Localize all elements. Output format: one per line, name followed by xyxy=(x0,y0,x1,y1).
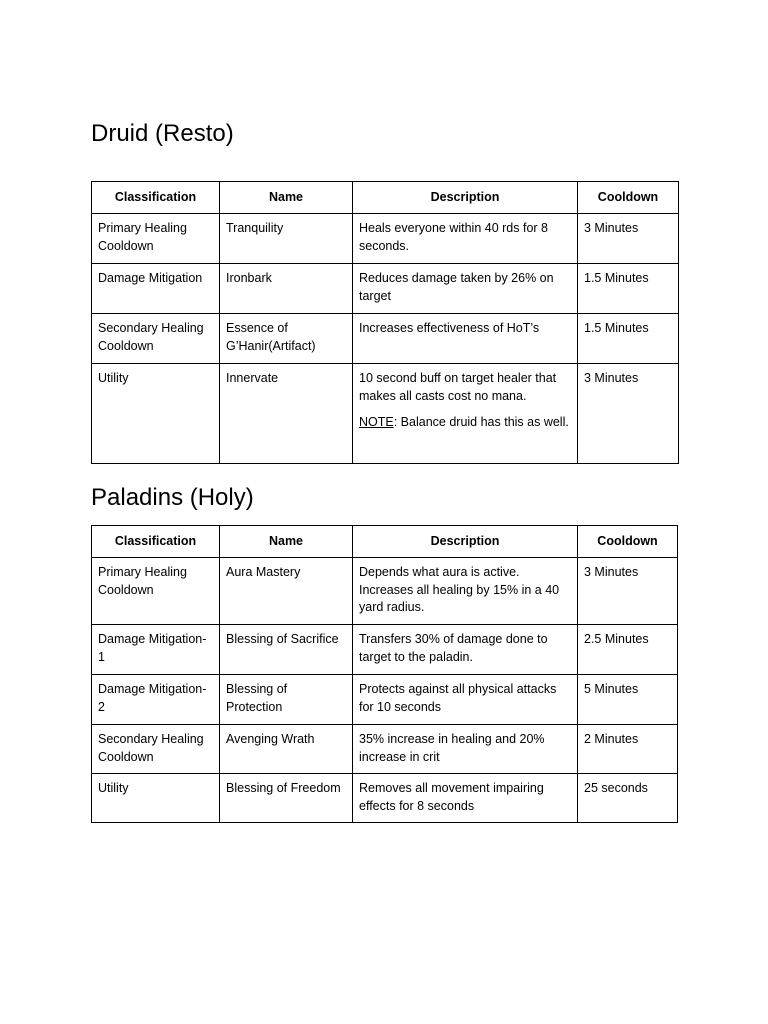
header-description: Description xyxy=(353,526,578,558)
table-row xyxy=(92,774,678,823)
cell-name: Blessing of Protection xyxy=(220,675,353,725)
table-row xyxy=(92,558,678,625)
header-name: Name xyxy=(220,182,353,214)
paladin-cooldown-table xyxy=(91,525,678,823)
table-row xyxy=(92,214,679,264)
cell-name: Innervate xyxy=(220,364,353,464)
cell-description: Removes all movement impairing effects for 8 seconds xyxy=(353,774,578,823)
note-line xyxy=(359,414,571,432)
cell-name: Blessing of Freedom xyxy=(220,774,353,823)
cell-name: Avenging Wrath xyxy=(220,725,353,774)
cell-name: Essence of G’Hanir(Artifact) xyxy=(220,314,353,364)
table-row xyxy=(92,364,679,464)
header-cooldown: Cooldown xyxy=(578,526,678,558)
cell-classification: Secondary Healing Cooldown xyxy=(92,725,220,774)
cell-cooldown: 25 seconds xyxy=(578,774,678,823)
table-row xyxy=(92,675,678,725)
header-classification: Classification xyxy=(92,182,220,214)
header-classification: Classification xyxy=(92,526,220,558)
cell-cooldown: 5 Minutes xyxy=(578,675,678,725)
cell-cooldown: 3 Minutes xyxy=(578,558,678,625)
cell-cooldown: 1.5 Minutes xyxy=(578,264,679,314)
cell-classification: Utility xyxy=(92,774,220,823)
header-name: Name xyxy=(220,526,353,558)
note-label: NOTE xyxy=(359,415,394,429)
cell-name: Ironbark xyxy=(220,264,353,314)
cell-name: Blessing of Sacrifice xyxy=(220,625,353,675)
cell-cooldown: 2 Minutes xyxy=(578,725,678,774)
cell-cooldown: 2.5 Minutes xyxy=(578,625,678,675)
cell-classification: Damage Mitigation-1 xyxy=(92,625,220,675)
cell-description: Heals everyone within 40 rds for 8 seconds. xyxy=(353,214,578,264)
cell-classification: Damage Mitigation-2 xyxy=(92,675,220,725)
cell-classification: Primary Healing Cooldown xyxy=(92,558,220,625)
cell-cooldown: 1.5 Minutes xyxy=(578,314,679,364)
cell-classification: Secondary Healing Cooldown xyxy=(92,314,220,364)
cell-description: Increases effectiveness of HoT’s xyxy=(353,314,578,364)
description-text: 10 second buff on target healer that makes all casts cost no mana. xyxy=(359,371,557,403)
cell-classification: Primary Healing Cooldown xyxy=(92,214,220,264)
table-row xyxy=(92,725,678,774)
table-header-row xyxy=(92,526,678,558)
cell-cooldown: 3 Minutes xyxy=(578,214,679,264)
cell-description: Reduces damage taken by 26% on target xyxy=(353,264,578,314)
section-title-paladin: Paladins (Holy) xyxy=(91,484,254,511)
table-row xyxy=(92,625,678,675)
note-text: : Balance druid has this as well. xyxy=(393,415,569,429)
cell-name: Tranquility xyxy=(220,214,353,264)
cell-classification: Damage Mitigation xyxy=(92,264,220,314)
cell-description: 35% increase in healing and 20% increase in crit xyxy=(353,725,578,774)
cell-classification: Utility xyxy=(92,364,220,464)
cell-cooldown: 3 Minutes xyxy=(578,364,679,464)
cell-description xyxy=(353,364,578,464)
druid-cooldown-table xyxy=(91,181,679,464)
cell-description: Depends what aura is active. Increases all healing by 15% in a 40 yard radius. xyxy=(353,558,578,625)
section-title-druid: Druid (Resto) xyxy=(91,120,234,147)
header-description: Description xyxy=(353,182,578,214)
cell-description: Protects against all physical attacks for 10 seconds xyxy=(353,675,578,725)
header-cooldown: Cooldown xyxy=(578,182,679,214)
cell-name: Aura Mastery xyxy=(220,558,353,625)
table-header-row xyxy=(92,182,679,214)
table-row xyxy=(92,264,679,314)
table-row xyxy=(92,314,679,364)
cell-description: Transfers 30% of damage done to target to the paladin. xyxy=(353,625,578,675)
